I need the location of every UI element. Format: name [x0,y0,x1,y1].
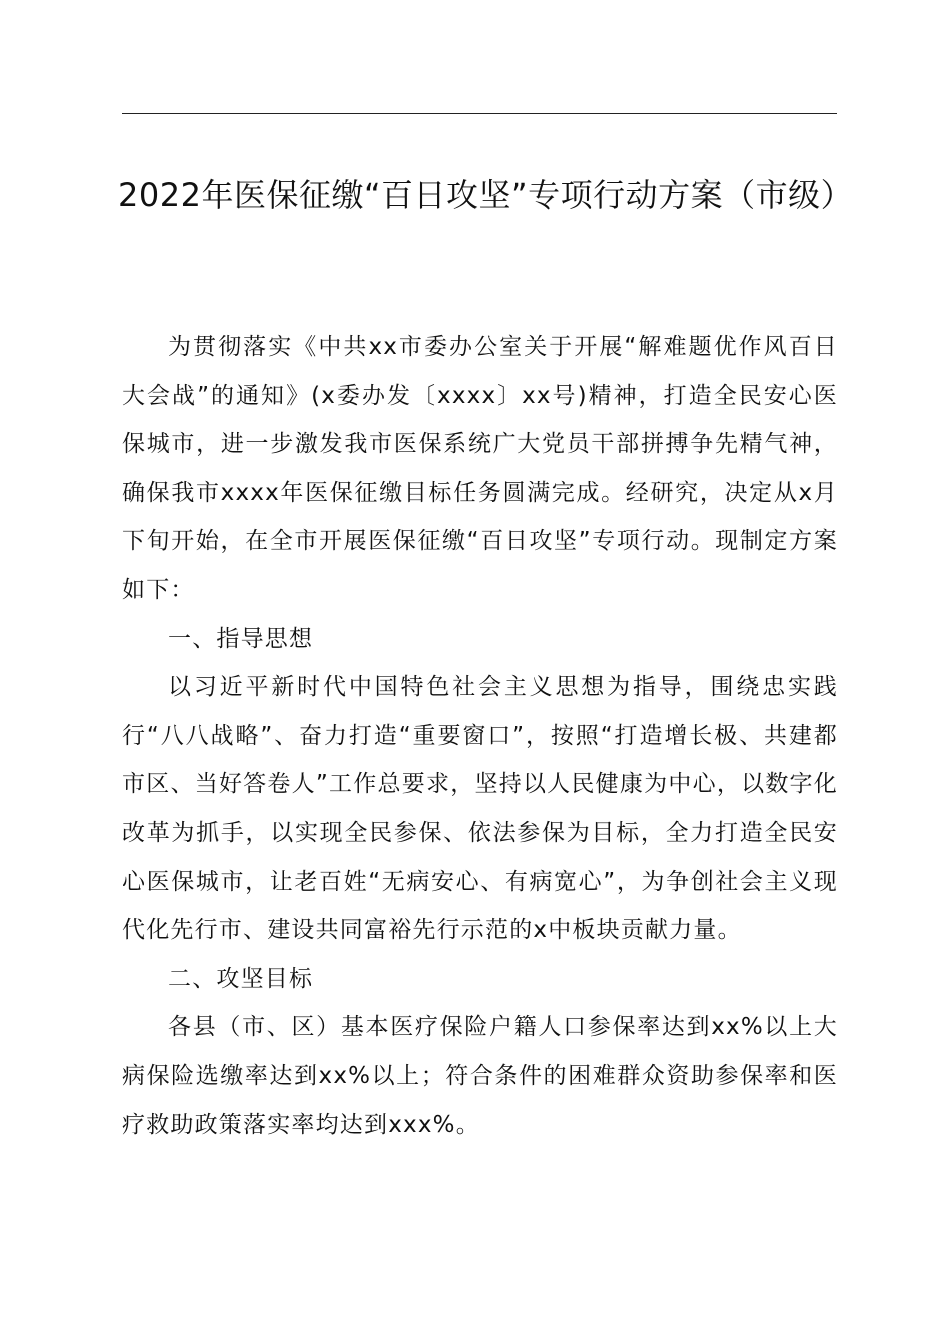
guiding-ideology-paragraph: 以习近平新时代中国特色社会主义思想为指导，围绕忠实践行“八八战略”、奋力打造“重要窗口”，按照“打造增长极、共建都市区、当好答卷人”工作总要求，坚持以人民健康为中心，以数字化改革为抓手，以实现全民参保、依法参保为目标，全力打造全民安心医保城市，让老百姓“无病安心、有病宽心”，为争创社会主义现代化先行市、建设共同富裕先行示范的x中板块贡献力量。 [122,674,838,944]
section-heading-targets: 二、攻坚目标 [168,965,314,992]
intro-paragraph: 为贯彻落实《中共xx市委办公室关于开展“解难题优作风百日大会战”的通知》(x委办发〔xxxx〕xx号)精神，打造全民安心医保城市，进一步激发我市医保系统广大党员干部拼搏争先精气神，确保我市xxxx年医保征缴目标任务圆满完成。经研究，决定从x月下旬开始，在全市开展医保征缴“百日攻坚”专项行动。现制定方案如下： [122,334,838,603]
section-heading-guiding-ideology: 一、指导思想 [168,625,314,652]
targets-paragraph: 各县（市、区）基本医疗保险户籍人口参保率达到xx%以上大病保险选缴率达到xx%以上；符合条件的困难群众资助参保率和医疗救助政策落实率均达到xxx%。 [122,1014,838,1138]
document-title: 2022年医保征缴“百日攻坚”专项行动方案（市级） [118,176,854,214]
document-body [122,323,838,1149]
header-rule [122,113,837,114]
